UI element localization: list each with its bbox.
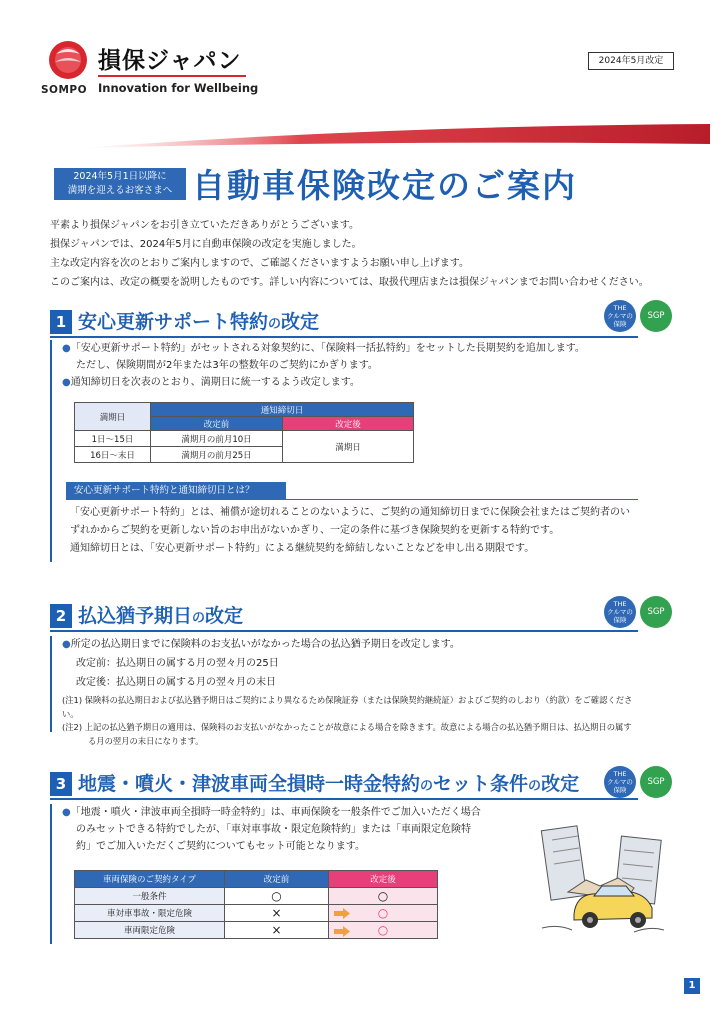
sgp-badge: SGP: [640, 596, 672, 628]
header-swoosh-decoration: [80, 118, 710, 152]
table-cell-after: ○: [329, 888, 438, 905]
sompo-wordmark: SOMPO: [41, 84, 88, 96]
section-1-header: [50, 306, 638, 338]
page-title: 自動車保険改定のご案内: [192, 166, 577, 205]
section-3-header: [50, 768, 638, 800]
bullet-subtext: ただし、保険期間が2年または3年の整数年のご契約にかぎります。: [76, 360, 378, 371]
section-2-header: [50, 600, 638, 632]
table-cell-after: ○: [329, 922, 438, 939]
target-customers-tag: [54, 168, 186, 200]
faq-text: [70, 504, 640, 558]
table-cell-before: ×: [225, 922, 329, 939]
table-header-after: 改定後: [329, 871, 438, 888]
sgp-badge: SGP: [640, 766, 672, 798]
bullet-cont: のみセットできる特約でしたが、「車対車事故・限定危険特約」または「車両限定危険特: [76, 824, 471, 835]
note-2-cont: る月の翌月の末日になります。: [88, 735, 204, 746]
revision-date-box: 2024年5月改定: [588, 52, 674, 70]
the-kuruma-hoken-badge: THE クルマの 保険: [604, 766, 636, 798]
tag-line-2: 満期を迎えるお客さまへ: [67, 185, 173, 196]
bullet-item: ●所定の払込期日までに保険料のお支払いがなかった場合の払込猶予期日を改定します。: [62, 639, 460, 650]
table-cell: 満期月の前月25日: [151, 447, 283, 463]
section-rule: [50, 630, 638, 632]
intro-line: 主な改定内容を次のとおりご案内しますので、ご確認くださいますようお願い申し上げます。: [50, 258, 469, 269]
table-header-expiry: 満期日: [75, 403, 151, 431]
table-header-before: 改定前: [225, 871, 329, 888]
table-cell-before: ○: [225, 888, 329, 905]
table-header-deadline: 通知締切日: [151, 403, 414, 417]
note-1: (注1) 保険料の払込期日および払込猶予期日はご契約により異なるため保険証券（または保険契約継続証）およびご契約のしおり（約款）をご確認ください。: [62, 695, 633, 719]
tag-line-1: 2024年5月1日以降に: [73, 171, 167, 182]
section-number: 2: [50, 604, 72, 628]
faq-line: 通知締切日とは、「安心更新サポート特約」による継続契約を締結しないことなどを申し出る期限です。: [70, 543, 535, 554]
note-2: (注2) 上記の払込猶予期日の適用は、保険料のお支払いがなかったことが故意による場合を除きます。故意による場合の払込猶予期日は、払込期日の属す: [62, 722, 632, 732]
before-text: 改定前：払込期日の属する月の翌々月の25日: [76, 658, 279, 669]
bullet-item: ●「安心更新サポート特約」がセットされる対象契約に、「保険料一括払特約」をセットした長期契約を追加します。: [62, 343, 585, 354]
section-number: 3: [50, 772, 72, 796]
intro-line: 平素より損保ジャパンをお引き立ていただきありがとうございます。: [50, 220, 359, 231]
section-title: 安心更新サポート特約の改定: [78, 311, 320, 333]
table-cell: 満期月の前月10日: [151, 431, 283, 447]
table-header-after: 改定後: [283, 417, 414, 431]
earthquake-car-illustration-icon: [538, 820, 668, 938]
faq-subheading: 安心更新サポート特約と通知締切日とは？: [66, 482, 286, 500]
faq-line: ずれかからご契約を更新しない旨のお申出がないかぎり、一定の条件に基づき保険契約を更新する特約です。: [70, 525, 560, 536]
table-cell-type: 一般条件: [75, 888, 225, 905]
table-cell: 16日～末日: [75, 447, 151, 463]
table-header-before: 改定前: [151, 417, 283, 431]
table-cell-type: 車対車事故・限定危険: [75, 905, 225, 922]
intro-line: 損保ジャパンでは、2024年5月に自動車保険の改定を実施しました。: [50, 239, 362, 250]
notice-deadline-table: [74, 402, 414, 463]
intro-line: このご案内は、改定の概要を説明したものです。詳しい内容については、取扱代理店または損保ジャパンまでお問い合わせください。: [50, 277, 649, 288]
brand-name-jp: 損保ジャパン: [98, 48, 242, 74]
arrow-right-icon: [334, 908, 350, 919]
faq-rule: [66, 499, 638, 500]
bullet-cont: 約」でご加入いただくご契約についてもセット可能となります。: [76, 841, 365, 852]
arrow-right-icon: [334, 926, 350, 937]
section-title: 払込猶予期日の改定: [78, 605, 244, 627]
table-cell-after: ○: [329, 905, 438, 922]
after-text: 改定後：払込期日の属する月の翌々月の末日: [76, 677, 276, 688]
faq-line: 「安心更新サポート特約」とは、補償が途切れることのないように、ご契約の通知締切日までに保険会社またはご契約者のい: [70, 507, 630, 518]
table-cell: 1日～15日: [75, 431, 151, 447]
the-kuruma-hoken-badge: THE クルマの 保険: [604, 300, 636, 332]
section-number: 1: [50, 310, 72, 334]
intro-text: [50, 216, 690, 292]
table-cell-type: 車両限定危険: [75, 922, 225, 939]
bullet-item: ●「地震・噴火・津波車両全損時一時金特約」は、車両保険を一般条件でご加入いただく場合: [62, 807, 481, 818]
table-cell-before: ×: [225, 905, 329, 922]
brand-tagline: Innovation for Wellbeing: [98, 81, 259, 95]
section-rule: [50, 798, 638, 800]
the-kuruma-hoken-badge: THE クルマの 保険: [604, 596, 636, 628]
table-header-type: 車両保険のご契約タイプ: [75, 871, 225, 888]
sgp-badge: SGP: [640, 300, 672, 332]
section-2-body: [50, 636, 638, 746]
section-title: 地震・噴火・津波車両全損時一時金特約のセット条件の改定: [78, 773, 580, 795]
page-number: 1: [684, 978, 700, 994]
table-cell: 満期日: [283, 431, 414, 463]
section-rule: [50, 336, 638, 338]
sompo-logo-icon: [48, 40, 88, 80]
set-condition-table: [74, 870, 438, 939]
brand-underline: [98, 75, 246, 77]
bullet-item: ●通知締切日を次表のとおり、満期日に統一するよう改定します。: [62, 377, 360, 388]
